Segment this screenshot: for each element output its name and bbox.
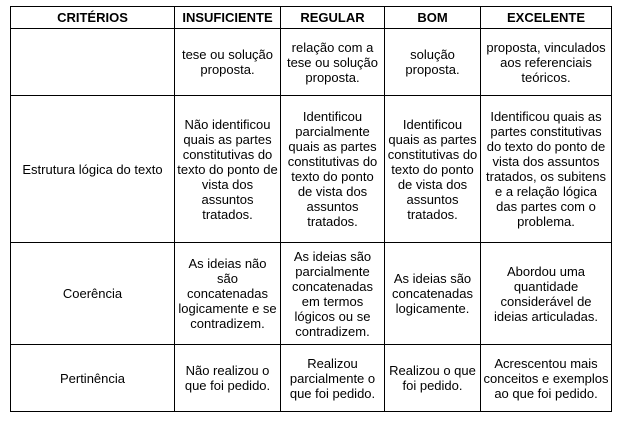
criterion-cell: Estrutura lógica do texto xyxy=(11,96,175,243)
rubric-table xyxy=(10,6,612,412)
header-regular: REGULAR xyxy=(281,7,385,29)
table-row xyxy=(11,345,612,412)
cell-bom: Identificou quais as partes constitutivas do texto do ponto de vista dos assuntos tratados. xyxy=(385,96,481,243)
cell-regular: Realizou parcialmente o que foi pedido. xyxy=(281,345,385,412)
table-row xyxy=(11,96,612,243)
table-row xyxy=(11,243,612,345)
cell-regular: Identificou parcialmente quais as partes constitutivas do texto do ponto de vista dos assuntos tratados. xyxy=(281,96,385,243)
criterion-cell: Coerência xyxy=(11,243,175,345)
criterion-cell xyxy=(11,29,175,96)
cell-insuficiente: Não identificou quais as partes constitutivas do texto do ponto de vista dos assuntos tratados. xyxy=(175,96,281,243)
cell-regular: relação com a tese ou solução proposta. xyxy=(281,29,385,96)
cell-regular: As ideias são parcialmente concatenadas em termos lógicos ou se contradizem. xyxy=(281,243,385,345)
table-row xyxy=(11,29,612,96)
cell-insuficiente: As ideias não são concatenadas logicamente e se contradizem. xyxy=(175,243,281,345)
cell-bom: As ideias são concatenadas logicamente. xyxy=(385,243,481,345)
header-criterios: CRITÉRIOS xyxy=(11,7,175,29)
cell-insuficiente: tese ou solução proposta. xyxy=(175,29,281,96)
cell-insuficiente: Não realizou o que foi pedido. xyxy=(175,345,281,412)
cell-bom: Realizou o que foi pedido. xyxy=(385,345,481,412)
cell-excelente: Acrescentou mais conceitos e exemplos ao que foi pedido. xyxy=(481,345,612,412)
header-bom: BOM xyxy=(385,7,481,29)
header-insuficiente: INSUFICIENTE xyxy=(175,7,281,29)
cell-excelente: proposta, vinculados aos referenciais teóricos. xyxy=(481,29,612,96)
header-row xyxy=(11,7,612,29)
cell-excelente: Identificou quais as partes constitutivas do texto do ponto de vista dos assuntos tratados, os subitens e a relação lógica das partes com o problema. xyxy=(481,96,612,243)
cell-bom: solução proposta. xyxy=(385,29,481,96)
cell-excelente: Abordou uma quantidade considerável de ideias articuladas. xyxy=(481,243,612,345)
criterion-cell: Pertinência xyxy=(11,345,175,412)
header-excelente: EXCELENTE xyxy=(481,7,612,29)
